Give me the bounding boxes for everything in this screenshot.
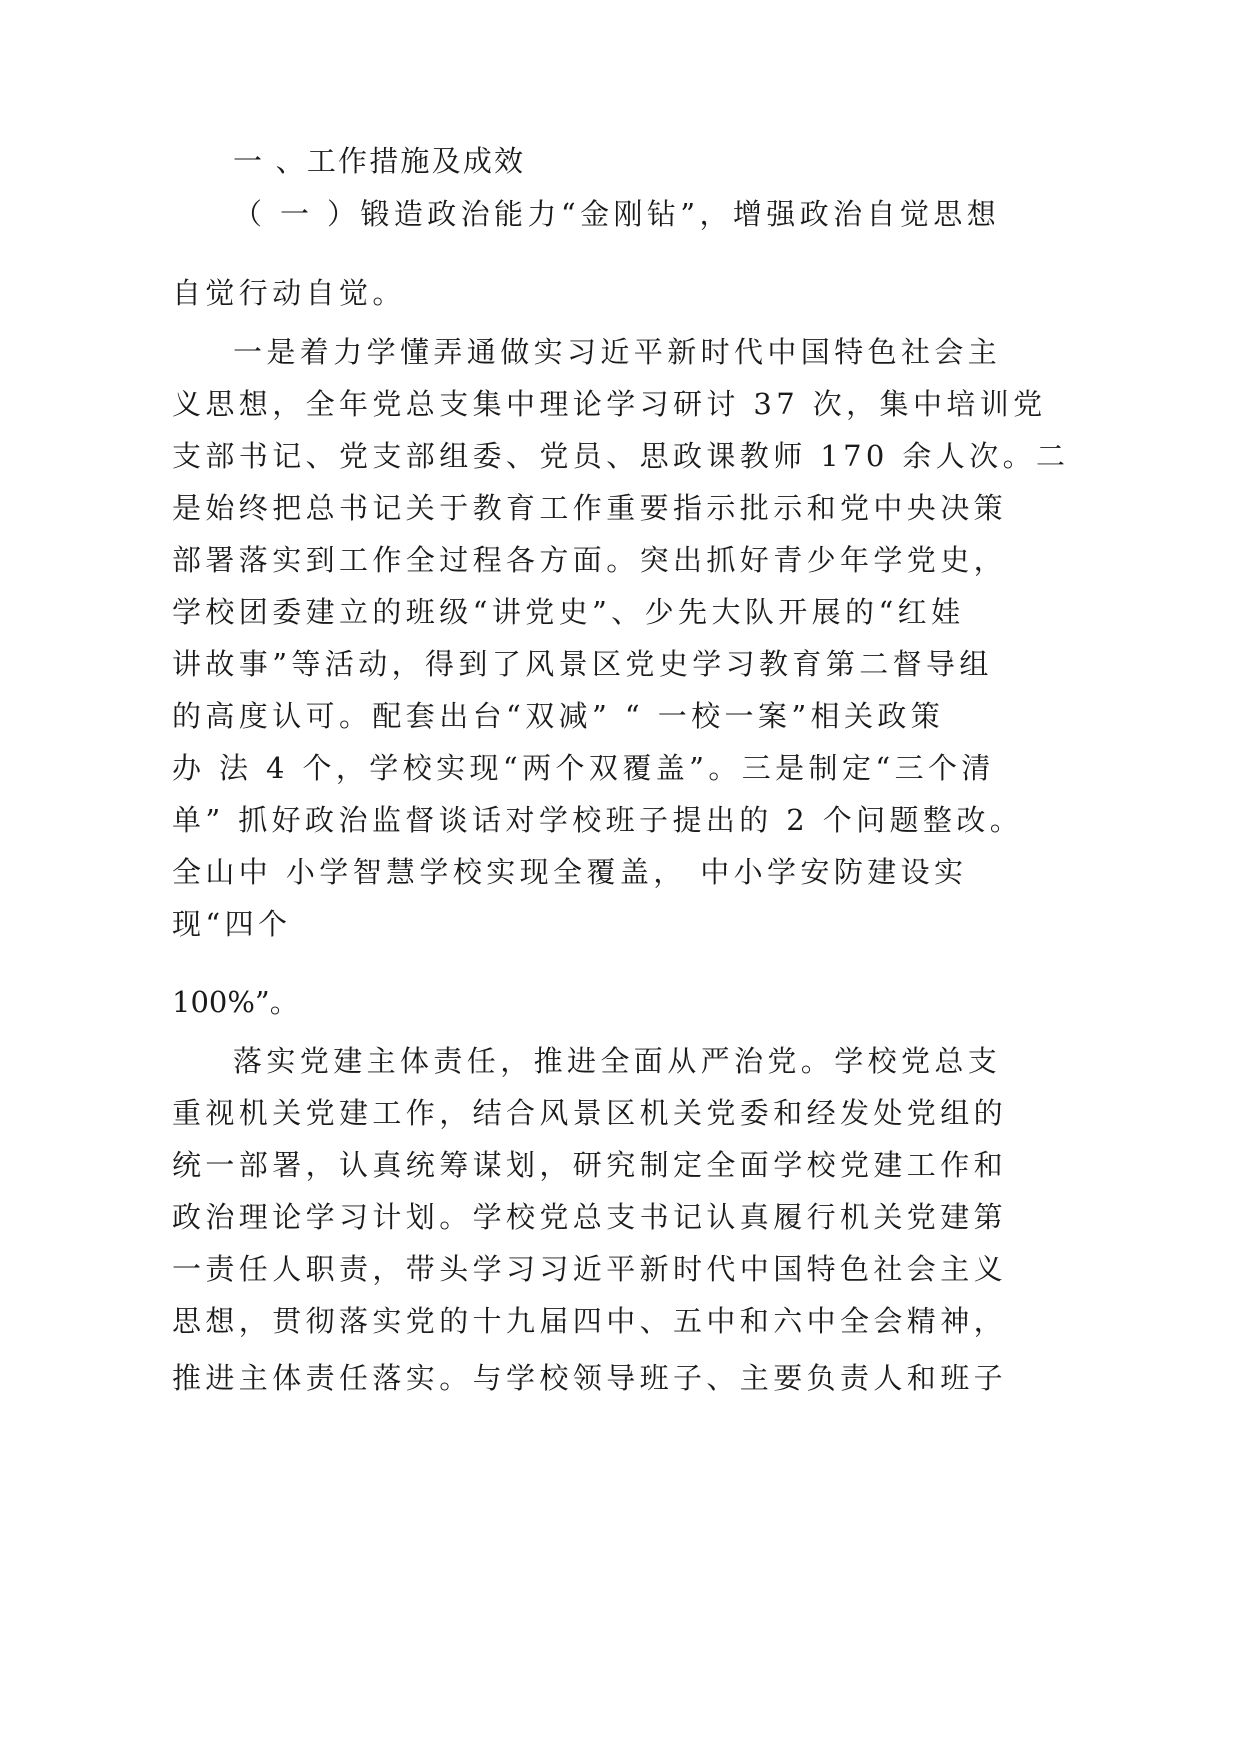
subheading-line: （ 一 ）锻造政治能力“金刚钻”，增强政治自觉思想 [233, 197, 1001, 231]
paragraph-line: 现“四个 [172, 907, 292, 941]
paragraph-line: 的高度认可。配套出台“双减” “ 一校一案”相关政策 [172, 699, 945, 733]
paragraph-line: 一是着力学懂弄通做实习近平新时代中国特色社会主 [233, 335, 1002, 369]
paragraph-line: 支部书记、党支部组委、党员、思政课教师 170 余人次。二 [172, 439, 1070, 473]
paragraph-line: 一责任人职责，带头学习习近平新时代中国特色社会主义 [172, 1252, 1008, 1286]
paragraph-line: 落实党建主体责任，推进全面从严治党。学校党总支 [233, 1044, 1002, 1078]
paragraph-line: 推进主体责任落实。与学校领导班子、主要负责人和班子 [172, 1361, 1008, 1395]
paragraph-line: 思想，贯彻落实党的十九届四中、五中和六中全会精神， [172, 1304, 1008, 1338]
paragraph-line: 办 法 4 个，学校实现“两个双覆盖”。三是制定“三个清 [172, 751, 995, 785]
paragraph-line: 是始终把总书记关于教育工作重要指示批示和党中央决策 [172, 491, 1008, 525]
subheading-line: 自觉行动自觉。 [172, 276, 406, 310]
paragraph-line: 学校团委建立的班级“讲党史”、少先大队开展的“红娃 [172, 595, 965, 629]
paragraph-line: 100%”。 [172, 985, 299, 1019]
paragraph-line: 统一部署，认真统筹谋划，研究制定全面学校党建工作和 [172, 1148, 1008, 1182]
paragraph-line: 政治理论学习计划。学校党总支书记认真履行机关党建第 [172, 1200, 1008, 1234]
paragraph-line: 单” 抓好政治监督谈话对学校班子提出的 2 个问题整改。 [172, 803, 1024, 837]
paragraph-line: 讲故事”等活动，得到了风景区党史学习教育第二督导组 [172, 647, 993, 681]
paragraph-line: 部署落实到工作全过程各方面。突出抓好青少年学党史， [172, 543, 1008, 577]
paragraph-line: 义思想，全年党总支集中理论学习研讨 37 次，集中培训党 [172, 387, 1047, 421]
paragraph-line: 全山中 小学智慧学校实现全覆盖， 中小学安防建设实 [172, 855, 968, 889]
section-heading: 一 、工作措施及成效 [233, 144, 526, 178]
paragraph-line: 重视机关党建工作，结合风景区机关党委和经发处党组的 [172, 1096, 1008, 1130]
